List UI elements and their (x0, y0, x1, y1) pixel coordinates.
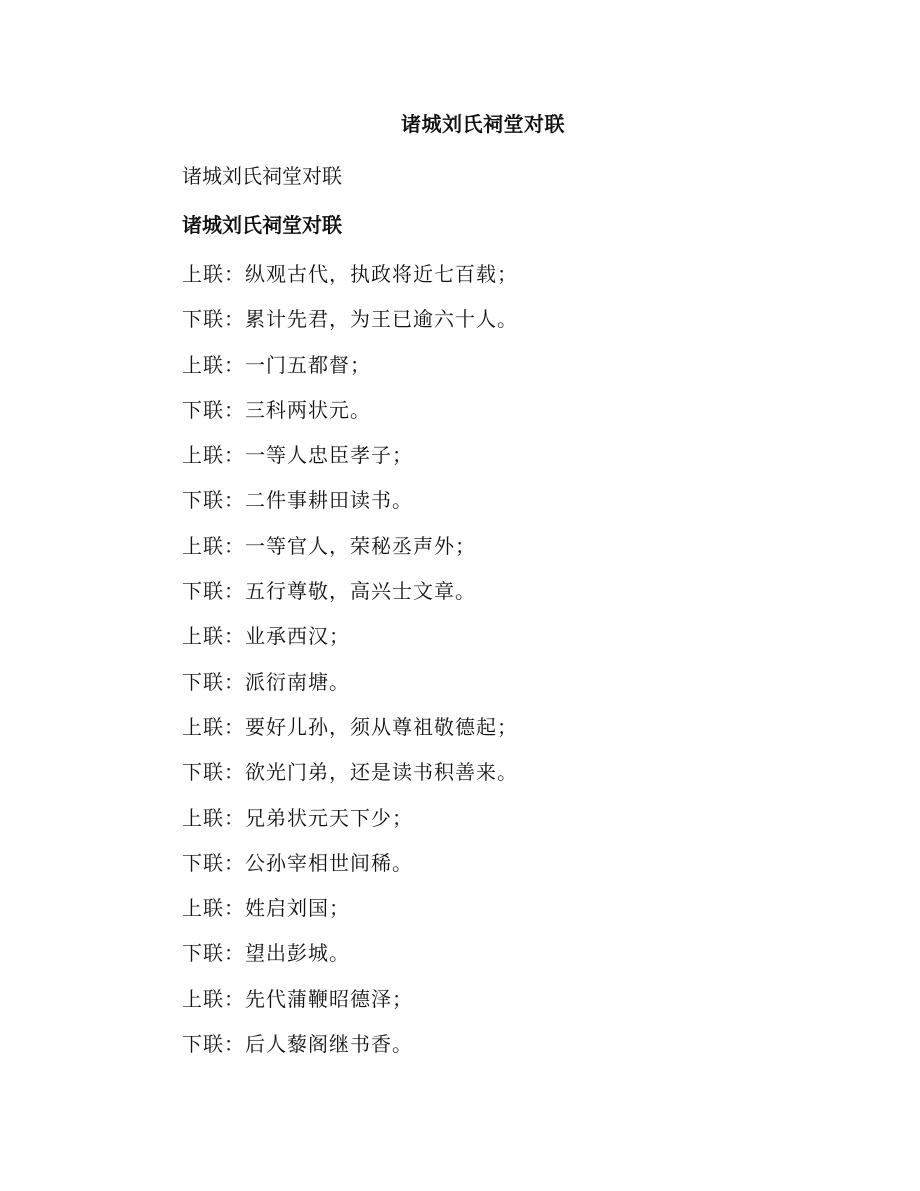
couplet-line: 下联：望出彭城。 (182, 941, 350, 966)
document-title: 诸城刘氏祠堂对联 (401, 112, 565, 136)
couplet-list (182, 252, 518, 1067)
couplet-line: 上联：纵观古代，执政将近七百载； (182, 262, 518, 286)
couplet-line: 下联：三科两状元。 (182, 397, 371, 422)
couplet-line: 下联：累计先君，为王已逾六十人。 (182, 307, 518, 332)
section-heading: 诸城刘氏祠堂对联 (182, 213, 342, 237)
couplet-line: 下联：后人藜阁继书香。 (182, 1032, 413, 1057)
couplet-line: 上联：一门五都督； (182, 352, 371, 377)
couplet-line: 上联：姓启刘国； (182, 896, 350, 921)
couplet-line: 上联：一等官人，荣秘丞声外； (182, 533, 476, 558)
couplet-line: 下联：公孙宰相世间稀。 (182, 850, 413, 875)
couplet-line: 下联：二件事耕田读书。 (182, 488, 413, 513)
couplet-line: 上联：业承西汉； (182, 624, 350, 649)
document-subtitle: 诸城刘氏祠堂对联 (182, 164, 342, 188)
couplet-line: 上联：要好儿孙，须从尊祖敬德起； (182, 714, 518, 739)
couplet-line: 下联：欲光门弟，还是读书积善来。 (182, 760, 518, 785)
couplet-line: 上联：一等人忠臣孝子； (182, 443, 413, 468)
couplet-line: 下联：派衍南塘。 (182, 669, 350, 694)
couplet-line: 上联：兄弟状元天下少； (182, 805, 413, 830)
couplet-line: 下联：五行尊敬，高兴士文章。 (182, 579, 476, 604)
couplet-line: 上联：先代蒲鞭昭德泽； (182, 986, 413, 1011)
